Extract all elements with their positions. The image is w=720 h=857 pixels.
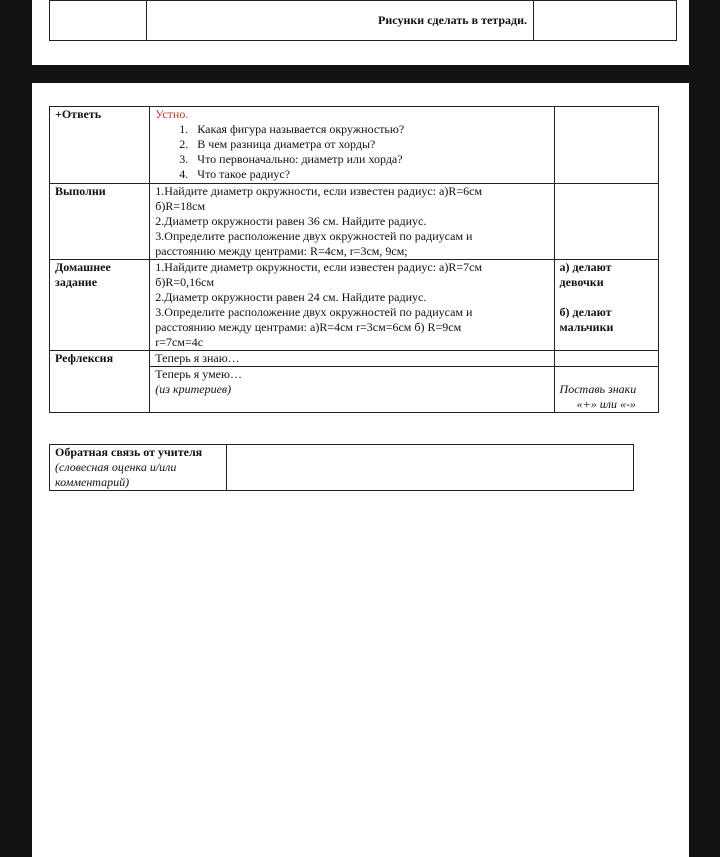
row-reflection-label: Рефлексия: [50, 351, 150, 413]
row-reflection-note: [554, 351, 658, 413]
note-line: мальчики: [559, 320, 614, 334]
lesson-table: [49, 106, 659, 413]
list-item: 1. Какая фигура называется окружностью?: [191, 122, 548, 137]
row-do-label: Выполни: [50, 184, 150, 260]
row-reflection: [50, 351, 659, 413]
list-item: 3. Что первоначально: диаметр или хорда?: [191, 152, 548, 167]
top-cell-empty-1: [50, 1, 147, 41]
task-line: 2.Диаметр окружности равен 24 см. Найдите радиус.: [155, 290, 427, 304]
question-list: [155, 122, 548, 182]
row-homework-note: [554, 260, 658, 351]
row-do-content: [150, 184, 554, 260]
task-line: 3.Определите расположение двух окружностей по радиусам и: [155, 305, 473, 319]
task-line: б)R=0,16см: [155, 275, 215, 289]
row-reflection-content: [150, 351, 554, 413]
top-cell-empty-2: [534, 1, 677, 41]
feedback-label: [50, 445, 227, 491]
list-item: 4. Что такое радиус?: [191, 167, 548, 182]
reflection-line: Теперь я знаю…: [155, 351, 240, 365]
note-line: «+» или «-»: [576, 397, 636, 411]
row-homework-label: [50, 260, 150, 351]
task-line: r=7см=4с: [155, 335, 204, 349]
label-line: Домашнее: [55, 260, 111, 274]
row-homework-content: [150, 260, 554, 351]
reflection-line: (из критериев): [155, 382, 232, 396]
task-line: расстоянию между центрами: а)R=4см r=3см=6см б) R=9см: [155, 320, 462, 334]
task-line: б)R=18см: [155, 199, 206, 213]
row-do-note: [554, 184, 658, 260]
task-line: 3.Определите расположение двух окружностей по радиусам и: [155, 229, 473, 243]
feedback-table: [49, 444, 634, 491]
row-answer-content: [150, 107, 554, 184]
task-line: 2.Диаметр окружности равен 36 см. Найдите радиус.: [155, 214, 427, 228]
oral-heading: Устно.: [155, 107, 189, 121]
feedback-title: Обратная связь от учителя: [55, 445, 203, 459]
feedback-subtitle: комментарий): [55, 475, 130, 489]
feedback-subtitle: (словесная оценка и/или: [55, 460, 177, 474]
task-line: 1.Найдите диаметр окружности, если известен радиус: а)R=6см: [155, 184, 483, 198]
task-line: расстоянию между центрами: R=4см, r=3см, 9см;: [155, 244, 408, 258]
reflection-line: Теперь я умею…: [150, 366, 553, 382]
row-answer-label: +Ответь: [50, 107, 150, 184]
row-do: [50, 184, 659, 260]
note-line: б) делают: [559, 305, 612, 319]
top-table: [49, 0, 677, 41]
row-answer-note: [554, 107, 658, 184]
feedback-value: [227, 445, 634, 491]
note-line: девочки: [559, 275, 604, 289]
task-line: 1.Найдите диаметр окружности, если известен радиус: а)R=7см: [155, 260, 483, 274]
list-item: 2. В чем разница диаметра от хорды?: [191, 137, 548, 152]
page-top-fragment: [32, 0, 689, 65]
note-line: Поставь знаки: [559, 382, 637, 396]
row-answer: [50, 107, 659, 184]
top-cell-text: Рисунки сделать в тетради.: [147, 1, 534, 41]
label-line: задание: [55, 275, 98, 289]
row-homework: [50, 260, 659, 351]
note-line: а) делают: [559, 260, 612, 274]
page-main: [32, 83, 689, 857]
